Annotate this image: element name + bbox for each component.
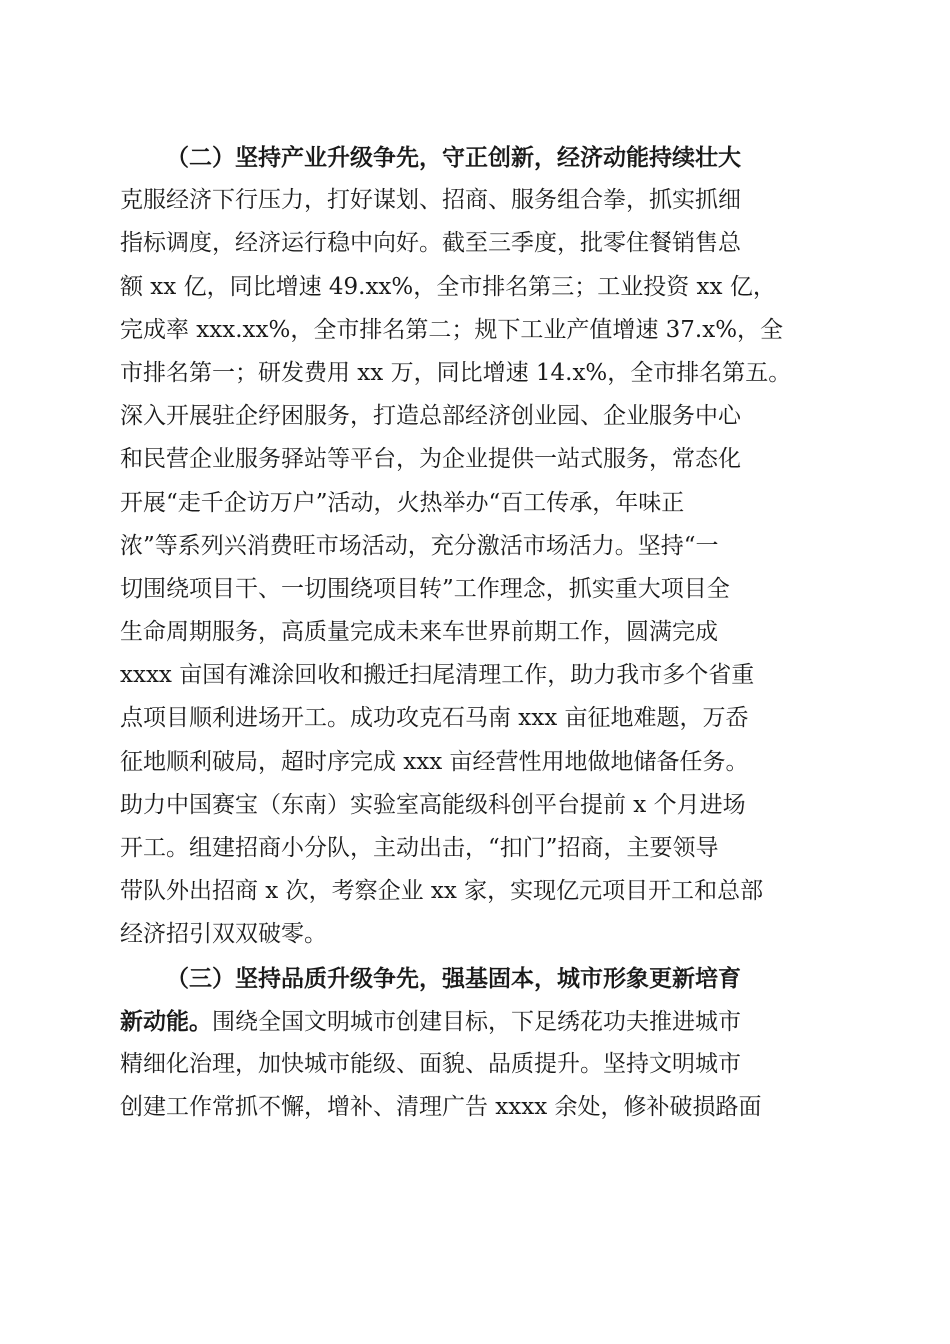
paragraph-text: 完成率 xxx.xx%，全市排名第二；规下工业产值增速 37.x%，全 [120,316,784,343]
text-line [120,395,840,438]
paragraph-text: 征地顺利破局，超时序完成 xxx 亩经营性用地做地储备任务。 [120,748,749,775]
text-line [120,525,840,568]
paragraph-text: 生命周期服务，高质量完成未来车世界前期工作，圆满完成 [120,619,718,646]
text-line [120,741,840,784]
text-line [120,611,840,654]
paragraph-text: 开展“走千企访万户”活动，火热举办“百工传承，年味正 [120,489,685,516]
section-heading: （三）坚持品质升级争先，强基固本，城市形象更新培育 [166,964,741,992]
text-line [120,266,840,309]
text-line [120,352,840,395]
paragraph-text: 点项目顺利进场开工。成功攻克石马南 xxx 亩征地难题，万岙 [120,705,749,732]
section-heading: （二）坚持产业升级争先，守正创新，经济动能持续壮大 [166,144,741,171]
text-line [120,913,840,956]
paragraph-text: 和民营企业服务驿站等平台，为企业提供一站式服务，常态化 [120,446,741,473]
paragraph-text: 深入开展驻企纾困服务，打造总部经济创业园、企业服务中心 [120,403,741,430]
section-heading: 新动能。 [120,1007,212,1035]
text-line [120,1000,840,1043]
paragraph-text: 开工。组建招商小分队，主动出击，“扣门”招商，主要领导 [120,835,719,861]
paragraph-text: 切围绕项目干、一切围绕项目转”工作理念，抓实重大项目全 [120,575,730,602]
paragraph-text: 助力中国赛宝（东南）实验室高能级科创平台提前 x 个月进场 [120,791,746,818]
text-line [120,1043,840,1086]
text-line [120,870,840,913]
paragraph-text: 市排名第一；研发费用 xx 万，同比增速 14.x%，全市排名第五。 [120,359,792,386]
body-text [120,136,840,1129]
paragraph-text: 浓”等系列兴消费旺市场活动，充分激活市场活力。坚持“一 [120,532,719,559]
text-line [120,179,840,222]
paragraph-text: 额 xx 亿，同比增速 49.xx%，全市排名第三；工业投资 xx 亿， [120,273,776,300]
text-line [120,568,840,611]
text-line [120,482,840,525]
paragraph-text: xxxx 亩国有滩涂回收和搬迁扫尾清理工作，助力我市多个省重 [120,662,755,689]
text-line [120,1086,840,1129]
text-line [120,438,840,481]
text-line [120,827,840,870]
text-line [120,309,840,352]
paragraph-text: 创建工作常抓不懈，增补、清理广告 xxxx 余处，修补破损路面 [120,1094,762,1121]
text-line [120,654,840,697]
paragraph-text: 指标调度，经济运行稳中向好。截至三季度，批零住餐销售总 [120,230,741,257]
text-line [120,136,840,179]
text-line [120,957,840,1000]
text-line [120,697,840,740]
paragraph-text: 带队外出招商 x 次，考察企业 xx 家，实现亿元项目开工和总部 [120,878,764,905]
paragraph-text: 围绕全国文明城市创建目标，下足绣花功夫推进城市 [212,1008,741,1035]
paragraph-text: 经济招引双双破零。 [120,921,327,948]
paragraph-text: 克服经济下行压力，打好谋划、招商、服务组合拳，抓实抓细 [120,187,741,214]
text-line [120,784,840,827]
paragraph-text: 精细化治理，加快城市能级、面貌、品质提升。坚持文明城市 [120,1050,741,1077]
text-line [120,222,840,265]
